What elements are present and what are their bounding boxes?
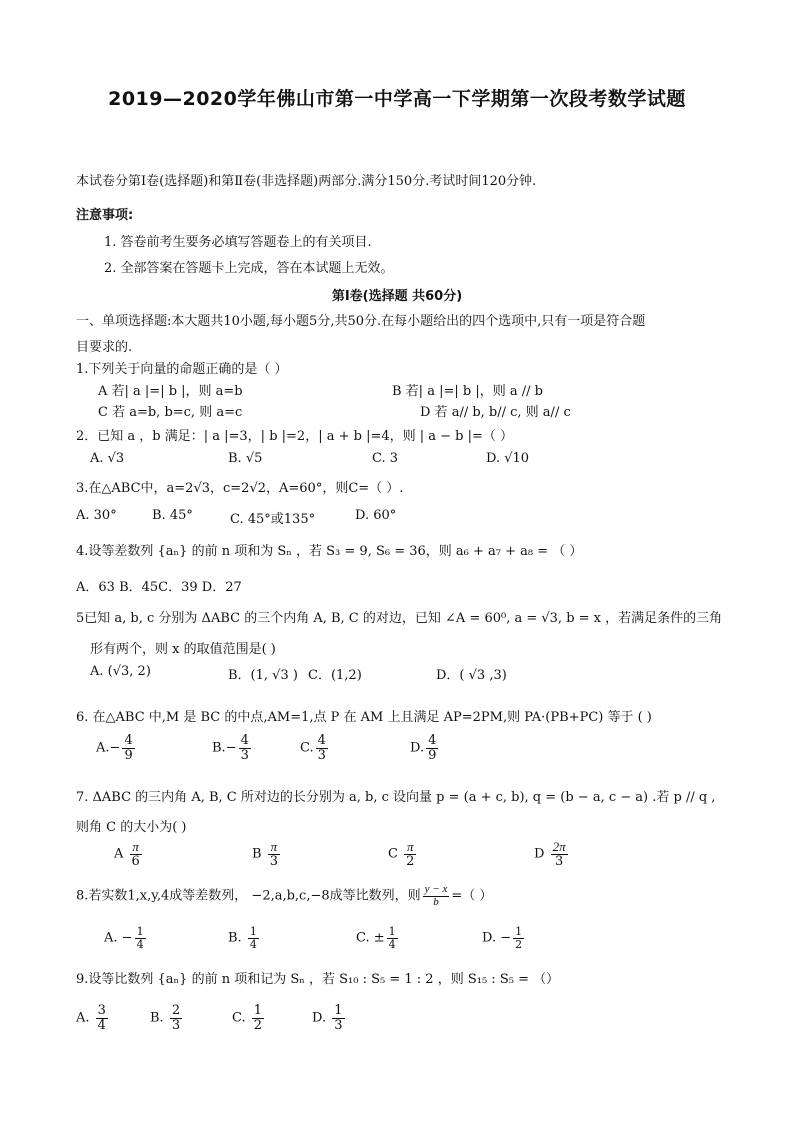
option-label: B.: [228, 930, 242, 946]
question-9-option-d: [312, 1004, 347, 1032]
option-label: D.: [410, 740, 425, 756]
question-8-option-d: [482, 926, 526, 950]
fraction-denominator: 2: [406, 853, 415, 869]
fraction-denominator: 4: [136, 937, 144, 951]
section-instructions: 一、单项选择题:本大题共10小题,每小题5分,共50分.在每小题给出的四个选项中,只有一项是符合题: [76, 314, 646, 329]
question-4-options: A．63 B．45C．39 D．27: [76, 580, 242, 595]
fraction-numerator: 4: [124, 733, 133, 748]
fraction-denominator: 3: [334, 1017, 343, 1033]
fraction-denominator: 4: [97, 1017, 106, 1033]
question-1-option-c: C 若 a=b, b=c, 则 a=c: [98, 405, 243, 420]
fraction-numerator: 4: [428, 733, 437, 748]
fraction-denominator: 4: [388, 937, 396, 951]
fraction-numerator: 1: [334, 1003, 343, 1018]
fraction-numerator: 4: [240, 733, 249, 748]
fraction-numerator: π: [268, 840, 280, 855]
note-item: 2. 全部答案在答题卡上完成，答在本试题上无效。: [104, 261, 394, 276]
question-2-option-d: D. √10: [486, 451, 530, 466]
question-5-option-d: D．( √3 ,3): [436, 668, 507, 683]
question-2-option-a: A. √3: [90, 451, 125, 466]
fraction-denominator: 2: [515, 937, 523, 951]
question-7-option-c: [388, 840, 418, 868]
option-sign: ±: [373, 930, 385, 946]
option-label: A.: [104, 930, 118, 946]
question-3-stem: 3.在△ABC中，a=2√3，c=2√2，A=60°，则C=（ ）.: [76, 481, 404, 496]
question-2-option-b: B. √5: [228, 451, 263, 466]
question-3-option-b: B. 45°: [152, 508, 193, 523]
fraction-numerator: 1: [388, 925, 396, 938]
question-5-stem-cont: 形有两个，则 x 的取值范围是( ): [90, 642, 276, 657]
question-3-option-a: A. 30°: [76, 508, 117, 523]
fraction-numerator: π: [130, 840, 142, 855]
fraction-denominator: 6: [131, 853, 140, 869]
question-8-option-b: [228, 926, 261, 950]
question-7-option-a: [114, 840, 144, 868]
question-8-option-a: [104, 926, 148, 950]
fraction-denominator: 3: [240, 747, 249, 763]
part-title: 第Ⅰ卷(选择题 共60分): [331, 289, 463, 304]
option-sign: −: [225, 740, 237, 756]
fraction-denominator: 3: [554, 853, 564, 869]
question-5-option-c: C．(1,2): [308, 668, 362, 683]
note-item: 1. 答卷前考生要务必填写答题卷上的有关项目.: [104, 235, 372, 250]
option-label: D.: [482, 930, 497, 946]
stem-text: =（ ）: [451, 888, 493, 904]
question-2-option-c: C. 3: [372, 451, 399, 466]
question-9-option-c: [232, 1004, 266, 1032]
question-5-option-b: B．(1, √3 ): [228, 668, 298, 683]
option-label: B: [252, 846, 262, 862]
fraction-numerator: 3: [97, 1003, 106, 1018]
option-sign: −: [500, 930, 512, 946]
option-sign: −: [121, 930, 133, 946]
question-6-option-b: [212, 734, 253, 762]
question-7-option-d: [534, 840, 570, 868]
option-label: C: [388, 846, 398, 862]
fraction-numerator: π: [404, 840, 416, 855]
fraction-numerator: 1: [249, 925, 257, 938]
fraction-denominator: 2: [253, 1017, 263, 1033]
question-6-option-c: [300, 734, 330, 762]
question-9-option-b: [150, 1004, 184, 1032]
option-label: A: [114, 846, 124, 862]
question-6-option-d: [410, 734, 440, 762]
page-title: 2019—2020学年佛山市第一中学高一下学期第一次段考数学试题: [108, 88, 686, 110]
fraction-numerator: 1: [253, 1003, 263, 1018]
fraction-numerator: 2: [171, 1003, 181, 1018]
question-9-stem: 9.设等比数列 {aₙ} 的前 n 项和记为 Sₙ ，若 S₁₀ : S₅ = 1 : 2 ，则 S₁₅ : S₅ = （）: [76, 972, 560, 987]
intro-text: 本试卷分第Ⅰ卷(选择题)和第Ⅱ卷(非选择题)两部分.满分150分.考试时间120分钟.: [76, 174, 537, 189]
fraction-denominator: 9: [124, 747, 133, 763]
question-7-stem-cont: 则角 C 的大小为( ): [76, 820, 187, 835]
fraction-denominator: 9: [428, 747, 437, 763]
fraction-denominator: 3: [171, 1017, 181, 1033]
fraction-denominator: 4: [249, 937, 257, 951]
option-label: D: [534, 846, 545, 862]
fraction-denominator: 3: [317, 747, 326, 763]
option-sign: −: [109, 740, 121, 756]
fraction-denominator: b: [433, 895, 439, 908]
question-3-option-d: D. 60°: [355, 508, 397, 523]
question-8-option-c: [356, 926, 400, 950]
fraction-numerator: 1: [136, 925, 144, 938]
fraction-numerator: 2π: [552, 839, 566, 854]
question-4-stem: 4.设等差数列 {aₙ} 的前 n 项和为 Sₙ ，若 S₃ = 9, S₆ = 36，则 a₆ + a₇ + a₈ = （ ）: [76, 544, 583, 559]
question-9-option-a: [76, 1004, 110, 1032]
question-1-option-d: D 若 a// b, b// c, 则 a// c: [420, 405, 571, 420]
option-label: C.: [232, 1010, 246, 1026]
option-label: C.: [356, 930, 370, 946]
question-1-option-b: B 若| a |=| b |，则 a // b: [392, 384, 543, 399]
option-label: B.: [150, 1010, 164, 1026]
fraction-numerator: y − x: [424, 883, 448, 895]
fraction-denominator: 3: [269, 853, 278, 869]
stem-text: 8.若实数1,x,y,4成等差数列， −2,a,b,c,−8成等比数列，则: [76, 888, 421, 904]
option-label: A.: [76, 1010, 90, 1026]
question-6-stem: 6. 在△ABC 中,M 是 BC 的中点,AM=1,点 P 在 AM 上且满足 AP=2PM,则 PA·(PB+PC) 等于 ( ): [76, 710, 652, 725]
fraction-numerator: 1: [515, 925, 523, 938]
question-1-option-a: A 若| a |=| b |，则 a=b: [98, 384, 243, 399]
question-7-stem: 7. ΔABC 的三内角 A, B, C 所对边的长分别为 a, b, c 设向量 p = (a + c, b), q = (b − a, c − a) .若 p // q ,: [76, 790, 716, 805]
question-5-stem: 5已知 a, b, c 分别为 ΔABC 的三个内角 A, B, C 的对边，已知 ∠A = 60⁰, a = √3, b = x ，若满足条件的三角: [76, 611, 723, 626]
question-7-option-b: [252, 840, 282, 868]
notes-header: 注意事项:: [76, 208, 134, 223]
question-1-stem: 1.下列关于向量的命题正确的是（ ）: [76, 362, 288, 377]
option-label: C.: [300, 740, 314, 756]
option-label: D.: [312, 1010, 327, 1026]
question-8-stem: [76, 884, 492, 908]
question-6-option-a: [96, 734, 137, 762]
fraction-numerator: 4: [317, 733, 326, 748]
section-instructions-cont: 目要求的.: [76, 340, 133, 355]
option-label: B.: [212, 740, 226, 756]
question-3-option-c: C. 45°或135°: [230, 512, 316, 527]
question-2-stem: 2．已知 a ，b 满足：| a |=3，| b |=2，| a + b |=4，则 | a − b |=（ ）: [76, 429, 514, 444]
question-5-option-a: A. (√3, 2): [90, 664, 151, 679]
option-label: A.: [96, 740, 110, 756]
